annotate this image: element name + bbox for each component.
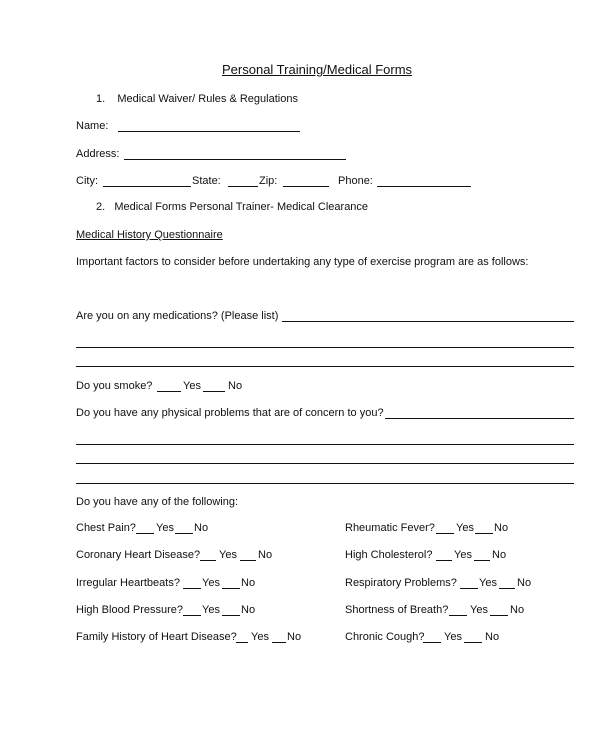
form-title: Personal Training/Medical Forms	[222, 62, 413, 77]
condition-label: Shortness of Breath?	[345, 604, 449, 616]
condition-no-label: No	[241, 604, 256, 616]
smoke-no-blank[interactable]	[203, 380, 225, 392]
address-label: Address:	[76, 148, 120, 160]
condition-yes-blank[interactable]	[236, 631, 248, 643]
condition-label: Rheumatic Fever?	[345, 522, 435, 534]
state-field[interactable]	[228, 175, 258, 187]
medications-line-3[interactable]	[76, 366, 574, 367]
zip-field[interactable]	[283, 175, 329, 187]
condition-yes-label: Yes	[202, 604, 220, 616]
physical-problems-line-2[interactable]	[76, 444, 574, 445]
city-field[interactable]	[103, 175, 191, 187]
smoke-yes-label: Yes	[183, 380, 201, 392]
physical-problems-line-3[interactable]	[76, 463, 574, 464]
condition-no-label: No	[194, 522, 209, 534]
condition-yes-blank[interactable]	[136, 522, 154, 534]
condition-no-label: No	[287, 631, 302, 643]
condition-yes-label: Yes	[454, 549, 472, 561]
condition-no-blank[interactable]	[474, 549, 490, 561]
condition-yes-label: Yes	[470, 604, 488, 616]
intro-text: Important factors to consider before undertaking any type of exercise program are as follows:	[76, 256, 529, 268]
condition-no-blank[interactable]	[499, 577, 515, 589]
phone-field[interactable]	[377, 175, 471, 187]
condition-no-blank[interactable]	[222, 577, 240, 589]
condition-no-label: No	[258, 549, 273, 561]
condition-label: Irregular Heartbeats?	[76, 577, 180, 589]
condition-yes-label: Yes	[202, 577, 220, 589]
physical-problems-line-4[interactable]	[76, 483, 574, 484]
condition-no-label: No	[494, 522, 509, 534]
condition-yes-blank[interactable]	[200, 549, 216, 561]
condition-no-blank[interactable]	[222, 604, 240, 616]
condition-label: Coronary Heart Disease?	[76, 549, 201, 561]
medications-question: Are you on any medications? (Please list)	[76, 310, 279, 322]
name-field[interactable]	[118, 120, 300, 132]
condition-no-label: No	[241, 577, 256, 589]
condition-label: High Blood Pressure?	[76, 604, 184, 616]
condition-label: Respiratory Problems?	[345, 577, 457, 589]
condition-no-blank[interactable]	[464, 631, 482, 643]
condition-label: Chronic Cough?	[345, 631, 425, 643]
phone-label: Phone:	[338, 175, 373, 187]
physical-problems-question: Do you have any physical problems that are of concern to you?	[76, 407, 384, 419]
section-1-heading: 1. Medical Waiver/ Rules & Regulations	[96, 93, 298, 105]
condition-no-blank[interactable]	[175, 522, 193, 534]
smoke-question: Do you smoke?	[76, 380, 153, 392]
address-field[interactable]	[124, 148, 346, 160]
condition-yes-label: Yes	[251, 631, 269, 643]
city-label: City:	[76, 175, 98, 187]
condition-label: Chest Pain?	[76, 522, 136, 534]
condition-no-label: No	[485, 631, 500, 643]
condition-no-label: No	[517, 577, 532, 589]
condition-no-blank[interactable]	[490, 604, 508, 616]
zip-label: Zip:	[259, 175, 278, 187]
condition-yes-blank[interactable]	[436, 522, 454, 534]
smoke-no-label: No	[228, 380, 243, 392]
condition-yes-blank[interactable]	[183, 604, 201, 616]
condition-no-blank[interactable]	[272, 631, 286, 643]
state-label: State:	[192, 175, 221, 187]
name-label: Name:	[76, 120, 109, 132]
condition-yes-blank[interactable]	[183, 577, 201, 589]
condition-yes-label: Yes	[156, 522, 174, 534]
medications-line-2[interactable]	[76, 347, 574, 348]
condition-no-label: No	[510, 604, 525, 616]
questionnaire-heading: Medical History Questionnaire	[76, 229, 223, 241]
condition-yes-label: Yes	[479, 577, 497, 589]
condition-label: High Cholesterol?	[345, 549, 433, 561]
condition-no-blank[interactable]	[475, 522, 493, 534]
condition-yes-label: Yes	[444, 631, 462, 643]
condition-no-blank[interactable]	[240, 549, 256, 561]
condition-no-label: No	[492, 549, 507, 561]
following-question: Do you have any of the following:	[76, 496, 239, 508]
condition-yes-label: Yes	[219, 549, 237, 561]
condition-label: Family History of Heart Disease?	[76, 631, 237, 643]
condition-yes-blank[interactable]	[449, 604, 467, 616]
smoke-yes-blank[interactable]	[157, 380, 181, 392]
condition-yes-blank[interactable]	[423, 631, 441, 643]
medications-field[interactable]	[282, 310, 574, 322]
condition-yes-blank[interactable]	[436, 549, 452, 561]
condition-yes-blank[interactable]	[460, 577, 478, 589]
condition-yes-label: Yes	[456, 522, 474, 534]
physical-problems-field[interactable]	[385, 407, 574, 419]
section-2-heading: 2. Medical Forms Personal Trainer- Medical Clearance	[96, 201, 369, 213]
